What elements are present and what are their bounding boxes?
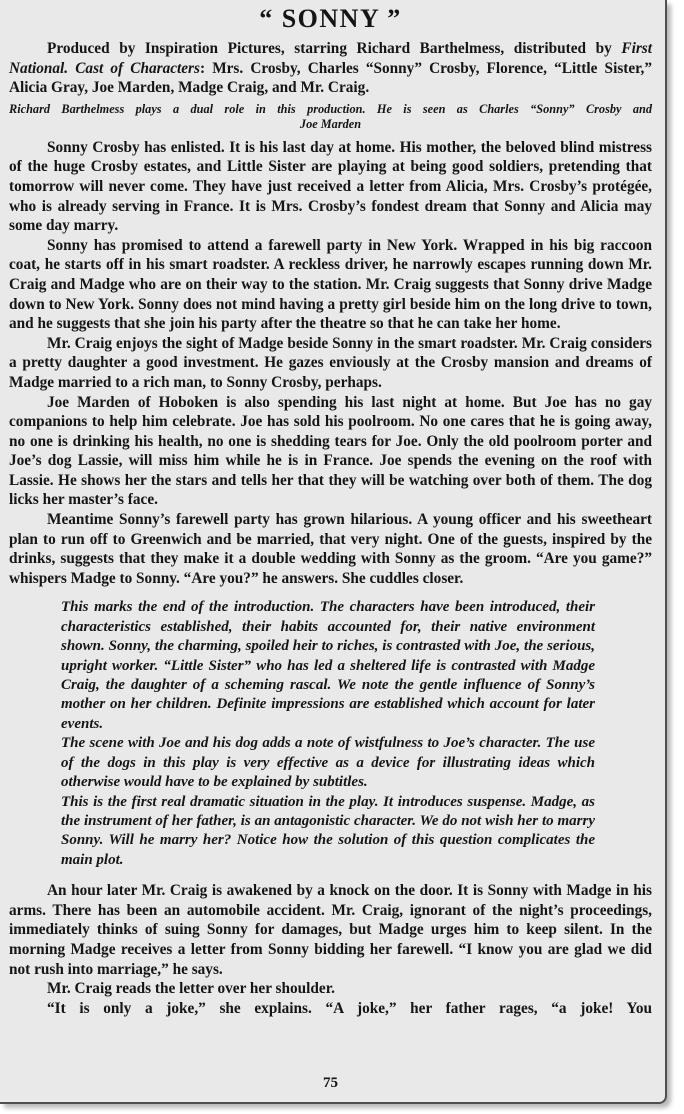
production-note-line1: Richard Barthelmess plays a dual role in this production. He is seen as Charles “Sonny” Crosby and [9,101,652,116]
intro-paragraph: Produced by Inspiration Pictures, starring Richard Barthelmess, distributed by First National. Cast of Characters: Mrs. Crosby, Charles “Sonny” Crosby, Florence, “Little Sister,” Alicia Gray, Joe Marden, Madge Craig, and Mr. Craig. [9,40,653,97]
commentary-paragraph-3: This is the first real dramatic situation in the play. It introduces suspense. Madge, as the instrument of her father, is an antagonistic character. We do not wish her to marry Sonny. Will he marry her? Notice how the solution of this question complicates the main plot. [61,793,595,868]
closing-paragraph-2: Mr. Craig reads the letter over her shoulder. [47,980,335,998]
synopsis-paragraph-1: Sonny Crosby has enlisted. It is his last day at home. His mother, the beloved blind mistress of the huge Crosby estates, and Little Sister are playing at being good soldiers, pretending that tomorrow will never come. They have just received a letter from Alicia, Mrs. Crosby’s protégée, who is already serving in France. It is Mrs. Crosby’s fondest dream that Sonny and Alicia may some day marry. [9,138,652,235]
page-title: “ SONNY ” [259,4,402,33]
synopsis-paragraph-5: Meantime Sonny’s farewell party has grown hilarious. A young officer and his sweetheart plan to run off to Greenwich and be married, that very night. One of the guests, inspired by the drinks, suggests that they make it a double wedding with Sonny as the groom. “Are you game?” whispers Madge to Sonny. “Are you?” he answers. She cuddles closer. [9,511,652,587]
commentary-paragraph-2: The scene with Joe and his dog adds a note of wistfulness to Joe’s character. The use of the dogs in this play is very effective as a device for illustrating ideas which otherwise would have to be explained by subtitles. [61,735,595,791]
production-note [9,102,652,132]
commentary-block [61,598,595,870]
production-note-line2: Joe Marden [299,116,362,131]
commentary-paragraph-1: This marks the end of the introduction. The characters have been introduced, their characteristics established, their habits accounted for, their native environment shown. Sonny, the charming, spoiled heir to riches, is contrasted with Joe, the serious, upright worker. “Little Sister” who has led a sheltered life is contrasted with Madge Craig, the daughter of a scheming rascal. We note the gentle influence of Sonny’s mother on her children. Definite impressions are established which account for later events. [61,599,595,732]
synopsis-paragraph-3: Mr. Craig enjoys the sight of Madge beside Sonny in the smart roadster. Mr. Craig considers a pretty daughter a good investment. He gazes enviously at the Crosby mansion and dreams of Madge married to a rich man, to Sonny Crosby, perhaps. [9,334,652,391]
closing-paragraph-3: “It is only a joke,” she explains. “A joke,” her father rages, “a joke! You [47,999,652,1017]
synopsis-paragraph-2: Sonny has promised to attend a farewell party in New York. Wrapped in his big raccoon coat, he starts off in his smart roadster. A reckless driver, he narrowly escapes running down Mr. Craig and Madge who are on their way to the station. Mr. Craig suggests that Sonny drive Madge down to New York. Sonny does not mind having a pretty girl beside him on the long drive to town, and he suggests that she join his party after the theatre so that he can take her home. [9,236,652,333]
synopsis-paragraph-4: Joe Marden of Hoboken is also spending his last night at home. But Joe has no gay companions to help him celebrate. Joe has sold his poolroom. No one cares that he is going away, no one is drinking his health, no one is shedding tears for Joe. Only the old poolroom porter and Joe’s dog Lassie, will miss him while he is in France. Joe spends the evening on the roof with Lassie. He shows her the stars and tells her that they will be watching over both of them. The dog licks her master’s face. [9,393,652,509]
closing-paragraph-1: An hour later Mr. Craig is awakened by a knock on the door. It is Sonny with Madge in his arms. There has been an automobile accident. Mr. Craig, ignorant of the night’s proceedings, immediately thinks of suing Sonny for damages, but Madge urges him to keep silent. In the morning Madge receives a letter from Sonny bidding her farewell. “I know you are glad we did not rush into marriage,” he says. [9,882,652,978]
page-number: 75 [323,1075,338,1091]
